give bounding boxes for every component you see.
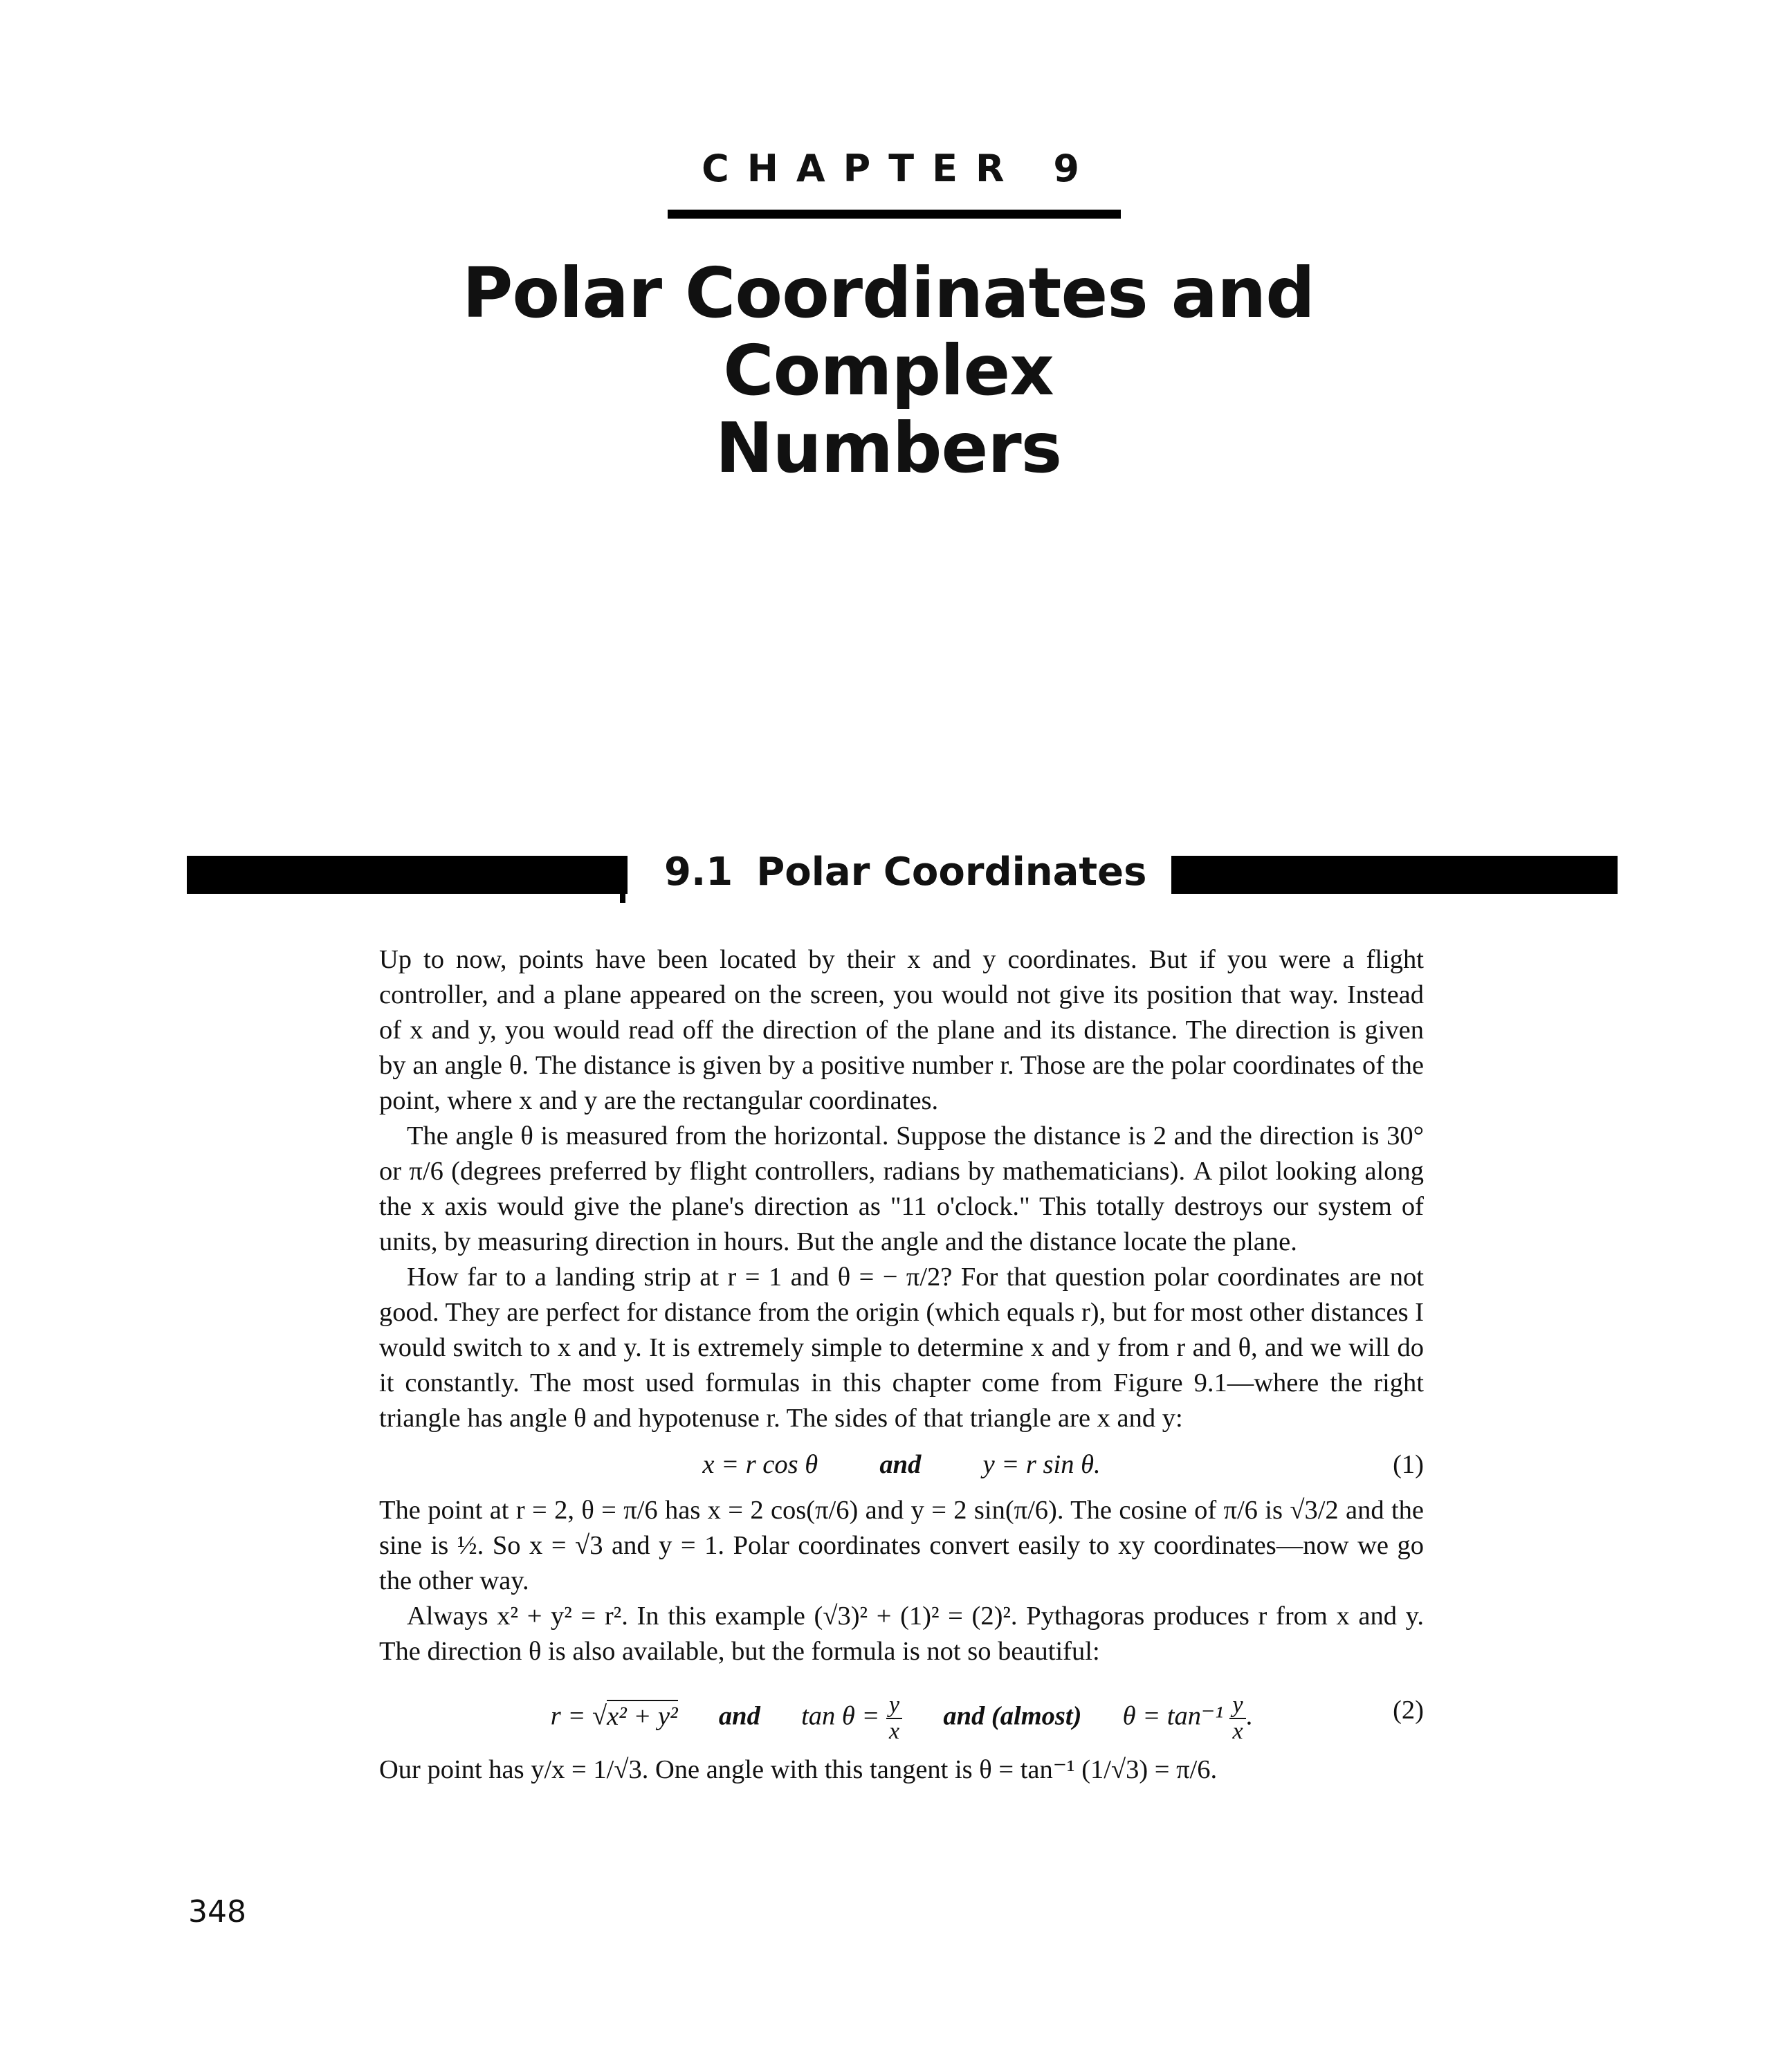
equation-1-tag: (1): [1393, 1450, 1424, 1479]
fraction-2-numerator: y: [1229, 1693, 1245, 1719]
sqrt-symbol: √: [592, 1701, 607, 1731]
paragraph-4: The point at r = 2, θ = π/6 has x = 2 cos(π/6) and y = 2 sin(π/6). The cosine of π/6 is √3/2 and the sine is ½. So x = √3 and y = 1. Polar coordinates convert easily to xy coordinates—now we go the other way.: [379, 1496, 1424, 1595]
equation-2-tan-lhs: tan θ =: [801, 1701, 880, 1731]
equation-2-tag: (2): [1393, 1696, 1424, 1725]
equation-2-radicand: x² + y²: [607, 1700, 678, 1731]
equation-2-r-lhs: r =: [550, 1701, 586, 1731]
fraction-2-denominator: x: [1232, 1718, 1243, 1744]
section-bar-right: [1171, 856, 1618, 894]
equation-2-fraction-2: [1229, 1693, 1245, 1743]
equation-1-right: y = r sin θ.: [982, 1450, 1101, 1479]
equation-2-and-1: and: [718, 1701, 760, 1731]
fraction-1-numerator: y: [886, 1693, 902, 1719]
section-title: Polar Coordinates: [756, 850, 1147, 895]
paragraph-5: Always x² + y² = r². In this example (√3)² + (1)² = (2)². Pythagoras produces r from x and y. The direction θ is also available, but the formula is not so beautiful:: [379, 1602, 1424, 1666]
paragraph-1: Up to now, points have been located by their x and y coordinates. But if you were a flight controller, and a plane appeared on the screen, you would not give its position that way. Instead of x and y, you would read off the direction of the plane and its distance. The direction is given by an angle θ. The distance is given by a positive number r. Those are the polar coordinates of the point, where x and y are the rectangular coordinates.: [379, 945, 1424, 1115]
chapter-rule: [668, 210, 1121, 219]
chapter-title-line-2: Numbers: [715, 407, 1062, 488]
paragraph-2: The angle θ is measured from the horizontal. Suppose the distance is 2 and the direction is 30° or π/6 (degrees preferred by flight controllers, radians by mathematicians). A pilot looking along the x axis would give the plane's direction as "11 o'clock." This totally destroys our system of units, by measuring direction in hours. But the angle and the distance locate the plane.: [379, 1121, 1424, 1256]
body-text: [379, 942, 1424, 1788]
paragraph-6: Our point has y/x = 1/√3. One angle with this tangent is θ = tan⁻¹ (1/√3) = π/6.: [379, 1755, 1218, 1784]
equation-1-left: x = r cos θ: [702, 1450, 818, 1479]
equation-2-theta-lhs: θ = tan⁻¹: [1122, 1701, 1223, 1731]
equation-2-fraction-1: [886, 1693, 902, 1743]
equation-2-and-2: and (almost): [943, 1701, 1082, 1731]
chapter-label: CHAPTER 9: [702, 147, 1097, 190]
chapter-title: [291, 255, 1486, 487]
section-heading: [664, 850, 1147, 895]
equation-2-tail: .: [1245, 1701, 1253, 1731]
chapter-title-line-1: Polar Coordinates and Complex: [462, 253, 1315, 411]
equation-1: [379, 1440, 1424, 1490]
section-number: 9.1: [664, 850, 733, 895]
page-number: 348: [188, 1894, 246, 1929]
paragraph-3: How far to a landing strip at r = 1 and θ = − π/2? For that question polar coordinates are not good. They are perfect for distance from the origin (which equals r), but for most other distances I would switch to x and y. It is extremely simple to determine x and y from r and θ, and we will do it constantly. The most used formulas in this chapter come from Figure 9.1—where the right triangle has angle θ and hypotenuse r. The sides of that triangle are x and y:: [379, 1263, 1424, 1433]
section-bar-left-tick: [620, 856, 625, 903]
equation-1-connector: and: [879, 1450, 922, 1479]
section-bar-left: [187, 856, 628, 894]
fraction-1-denominator: x: [889, 1718, 900, 1744]
equation-2: [379, 1674, 1424, 1750]
